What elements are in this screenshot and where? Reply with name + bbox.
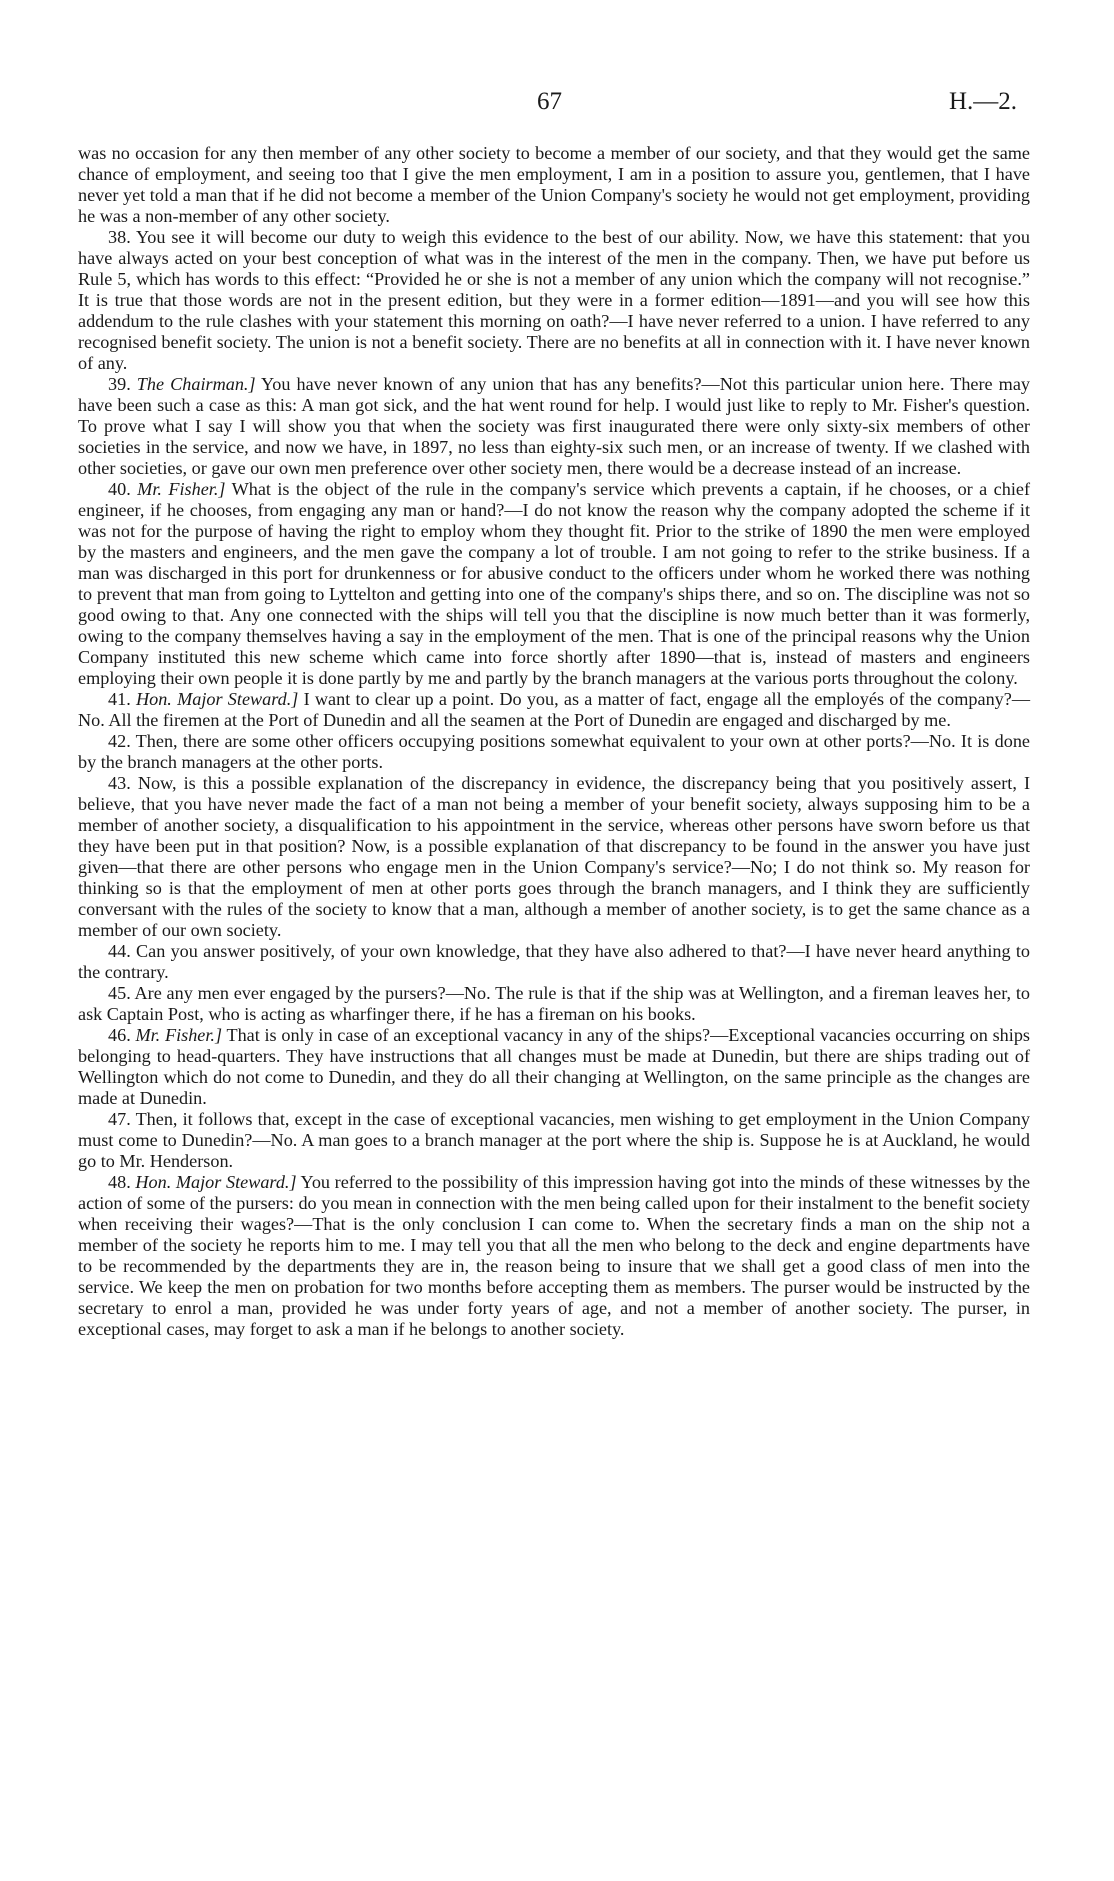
paragraph-text: You see it will become our duty to weigh this evidence to the best of our ability. Now, we have this statement: that you have always acted on your best conception of what was in the interest of the men in the company. Then, we have put before us Rule 5, which has words to this effect: “Provided he or she is not a member of any union which the company will not recognise.” It is true that those words are not in the present edition, but they were in a former edition—1891—and you will see how this addendum to the rule clashes with your statement this morning on oath?—I have never referred to a union. I have referred to any recognised benefit society. The union is not a benefit society. There are no benefits at all in connection with it. I have never known of any.: [78, 227, 1030, 373]
page-header: [0, 88, 1114, 122]
paragraph: [78, 479, 1030, 689]
document-reference: H.—2.: [948, 88, 1017, 115]
paragraph-number: 42.: [108, 731, 131, 751]
page-number: 67: [537, 88, 562, 115]
speaker-label: Hon. Major Steward.]: [135, 689, 299, 709]
paragraph-number: 38.: [108, 227, 131, 247]
paragraph: [78, 1025, 1030, 1109]
body-text: [78, 143, 1030, 1340]
paragraph-number: 48.: [108, 1172, 131, 1192]
paragraph-text: I want to clear up a point. Do you, as a matter of fact, engage all the employés of the company?—No. All the firemen at the Port of Dunedin and all the seamen at the Port of Dunedin are engaged and discharged by me.: [78, 689, 1031, 730]
paragraph: [78, 773, 1030, 941]
paragraph: [78, 1109, 1030, 1172]
paragraph-number: 39.: [108, 374, 131, 394]
paragraph-text: Then, there are some other officers occupying positions somewhat equivalent to your own at other ports?—No. It is done by the branch managers at the other ports.: [78, 731, 1030, 772]
paragraph-text: You referred to the possibility of this impression having got into the minds of these witnesses by the action of some of the pursers: do you mean in connection with the men being called upon for their instalment to the benefit society when receiving their wages?—That is the only conclusion I can come to. When the secretary finds a man on the ship not a member of the society he reports him to me. I may tell you that all the men who belong to the deck and engine departments have to be recommended by the departments they are in, the reason being to insure that we shall get a good class of men into the service. We keep the men on probation for two months before accepting them as members. The purser would be instructed by the secretary to enrol a man, provided he was under forty years of age, and not a member of another society. The purser, in exceptional cases, may forget to ask a man if he belongs to another society.: [78, 1172, 1031, 1339]
paragraph-number: 45.: [108, 983, 131, 1003]
paragraph-number: 40.: [108, 479, 131, 499]
speaker-label: Hon. Major Steward.]: [135, 1172, 297, 1192]
paragraph: [78, 1172, 1030, 1340]
paragraph-number: 41.: [108, 689, 131, 709]
paragraph: [78, 983, 1030, 1025]
paragraph: [78, 227, 1030, 374]
paragraph-text: was no occasion for any then member of any other society to become a member of our society, and that they would get the same chance of employment, and seeing too that I give the men employment, I am in a position to assure you, gentlemen, that I have never yet told a man that if he did not become a member of the Union Company's society he would not get employment, providing he was a non-member of any other society.: [78, 143, 1030, 226]
paragraph: [78, 689, 1030, 731]
paragraph-number: 43.: [108, 773, 131, 793]
paragraph: [78, 941, 1030, 983]
paragraph-number: 44.: [108, 941, 131, 961]
paragraph-text: Now, is this a possible explanation of the discrepancy in evidence, the discrepancy being that you positively assert, I believe, that you have never made the fact of a man not being a member of your benefit society, always supposing him to be a member of another society, a disqualification to his appointment in the service, whereas other persons have sworn before us that they have been put in that position? Now, is a possible explanation of that discrepancy to be found in the answer you have just given—that there are other persons who engage men in the Union Company's service?—No; I do not think so. My reason for thinking so is that the employment of men at other ports goes through the branch managers, and I think they are sufficiently conversant with the rules of the society to know that a man, although a member of another society, is to get the same chance as a member of our own society.: [78, 773, 1031, 940]
paragraph-text: Then, it follows that, except in the case of exceptional vacancies, men wishing to get employment in the Union Company must come to Dunedin?—No. A man goes to a branch manager at the port where the ship is. Suppose he is at Auckland, he would go to Mr. Henderson.: [78, 1109, 1030, 1171]
paragraph-text: That is only in case of an exceptional vacancy in any of the ships?—Exceptional vacancies occurring on ships belonging to head-quarters. They have instructions that all changes must be made at Dunedin, but there are ships trading out of Wellington which do not come to Dunedin, and they do all their changing at Wellington, on the same principle as the changes are made at Dunedin.: [78, 1025, 1030, 1108]
paragraph-text: What is the object of the rule in the company's service which prevents a captain, if he chooses, or a chief engineer, if he chooses, from engaging any man or hand?—I do not know the reason why the company adopted the scheme if it was not for the purpose of having the right to employ whom they thought fit. Prior to the strike of 1890 the men were employed by the masters and engineers, and the men gave the company a lot of trouble. I am not going to refer to the strike business. If a man was discharged in this port for drunkenness or for abusive conduct to the officers under whom he worked there was nothing to prevent that man from going to Lyttelton and getting into one of the company's ships there, and so on. The discipline was not so good owing to that. Any one connected with the ships will tell you that the discipline is now much better than it was formerly, owing to the company themselves having a say in the employment of the men. That is one of the principal reasons why the Union Company instituted this new scheme which came into force shortly after 1890—that is, instead of masters and engineers employing their own people it is done partly by me and partly by the branch managers at the various ports throughout the colony.: [78, 479, 1031, 688]
speaker-label: Mr. Fisher.]: [137, 479, 226, 499]
speaker-label: The Chairman.]: [136, 374, 256, 394]
paragraph: [78, 731, 1030, 773]
paragraph-number: 46.: [108, 1025, 131, 1045]
paragraph: [78, 143, 1030, 227]
speaker-label: Mr. Fisher.]: [135, 1025, 223, 1045]
paragraph: [78, 374, 1030, 479]
paragraph-text: Can you answer positively, of your own knowledge, that they have also adhered to that?—I have never heard anything to the contrary.: [78, 941, 1030, 982]
paragraph-text: Are any men ever engaged by the pursers?—No. The rule is that if the ship was at Wellington, and a fireman leaves her, to ask Captain Post, who is acting as wharfinger there, if he has a fireman on his books.: [78, 983, 1030, 1024]
paragraph-number: 47.: [108, 1109, 131, 1129]
paragraph-text: You have never known of any union that has any benefits?—Not this particular union here. There may have been such a case as this: A man got sick, and the hat went round for help. I would just like to reply to Mr. Fisher's question. To prove what I say I will show you that when the society was first inaugurated there were only sixty-six members of other societies in the service, and now we have, in 1897, no less than eighty-six such men, or an increase of twenty. If we clashed with other societies, or gave our own men preference over other society men, there would be a decrease instead of an increase.: [78, 374, 1030, 478]
